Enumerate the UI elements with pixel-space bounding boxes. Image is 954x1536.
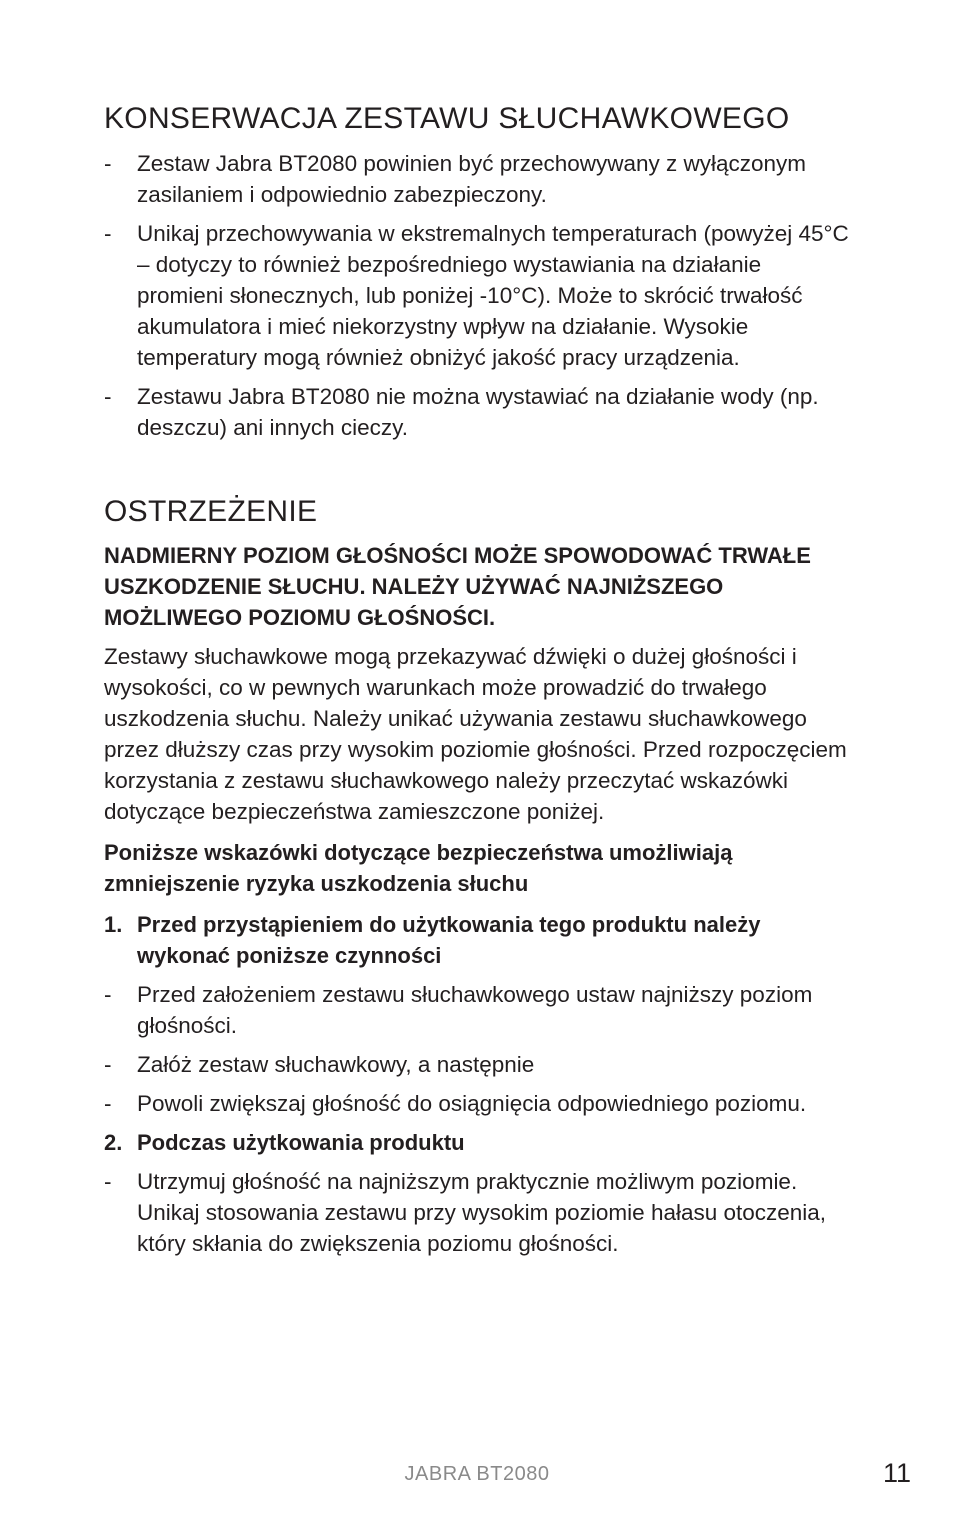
dash-bullet: - — [104, 1091, 112, 1116]
list-item-text: Powoli zwiększaj głośność do osiągnięcia odpowiedniego poziomu. — [137, 1091, 807, 1116]
step-title: Przed przystąpieniem do użytkowania tego produktu należy wykonać poniższe czynności — [137, 912, 761, 968]
warning-paragraph: Zestawy słuchawkowe mogą przekazywać dźwięki o dużej głośności i wysokości, co w pewnych warunkach może prowadzić do trwałego uszkodzenia słuchu. Należy unikać używania zestawu słuchawkowego przez dłuższy czas przy wysokim poziomie głośności. Przed rozpoczęciem korzystania z zestawu słuchawkowego należy przeczytać wskazówki dotyczące bezpieczeństwa zamieszczone poniżej. — [104, 644, 847, 824]
page-number: 11 — [882, 1458, 911, 1488]
step-1-heading — [104, 909, 849, 971]
list-item-text: Unikaj przechowywania w ekstremalnych temperaturach (powyżej 45°C – dotyczy to również bezpośredniego wystawiania na działanie promieni słonecznych, lub poniżej -10°C). Może to skrócić trwałość akumulatora i mieć niekorzystny wpływ na działanie. Wysokie temperatury mogą również obniżyć jakość pracy urządzenia. — [137, 220, 849, 370]
list-item-text: Zestawu Jabra BT2080 nie można wystawiać na działanie wody (np. deszczu) ani innych cieczy. — [137, 383, 819, 440]
section-title-warning: OSTRZEŻENIE — [104, 494, 318, 528]
dash-bullet: - — [104, 220, 112, 246]
list-item-text: Zestaw Jabra BT2080 powinien być przechowywany z wyłączonym zasilaniem i odpowiednio zabezpieczony. — [137, 150, 807, 207]
list-item-text: Przed założeniem zestawu słuchawkowego ustaw najniższy poziom głośności. — [137, 982, 813, 1038]
dash-bullet: - — [104, 150, 112, 176]
dash-bullet: - — [104, 383, 112, 409]
list-item — [104, 148, 849, 210]
list-item-text: Utrzymuj głośność na najniższym praktycznie możliwym poziomie. Unikaj stosowania zestawu przy wysokim poziomie hałasu otoczenia, który skłania do zwiększenia poziomu głośności. — [137, 1169, 827, 1256]
list-item — [104, 1088, 849, 1119]
list-item — [104, 381, 849, 443]
step-2-list — [104, 1166, 849, 1259]
dash-bullet: - — [104, 982, 112, 1007]
step-number: 1. — [104, 912, 123, 937]
list-item — [104, 218, 849, 373]
list-item — [104, 1166, 849, 1259]
step-title: Podczas użytkowania produktu — [137, 1130, 465, 1155]
dash-bullet: - — [104, 1169, 112, 1194]
dash-bullet: - — [104, 1052, 112, 1077]
maintenance-list — [104, 148, 849, 443]
step-number: 2. — [104, 1130, 123, 1155]
page-content — [104, 100, 849, 1267]
list-item — [104, 979, 849, 1041]
warning-text: NADMIERNY POZIOM GŁOŚNOŚCI MOŻE SPOWODOWAĆ TRWAŁE USZKODZENIE SŁUCHU. NALEŻY UŻYWAĆ NAJNIŻSZEGO MOŻLIWEGO POZIOMU GŁOŚNOŚCI. — [104, 543, 811, 630]
list-item — [104, 1049, 849, 1080]
safety-intro: Poniższe wskazówki dotyczące bezpieczeństwa umożliwiają zmniejszenie ryzyka uszkodzenia słuchu — [104, 840, 733, 896]
step-2-heading — [104, 1127, 849, 1158]
footer-product-name: JABRA BT2080 — [404, 1463, 550, 1485]
step-1-list — [104, 979, 849, 1119]
section-title-maintenance: KONSERWACJA ZESTAWU SŁUCHAWKOWEGO — [104, 102, 790, 135]
list-item-text: Załóż zestaw słuchawkowy, a następnie — [137, 1052, 535, 1077]
